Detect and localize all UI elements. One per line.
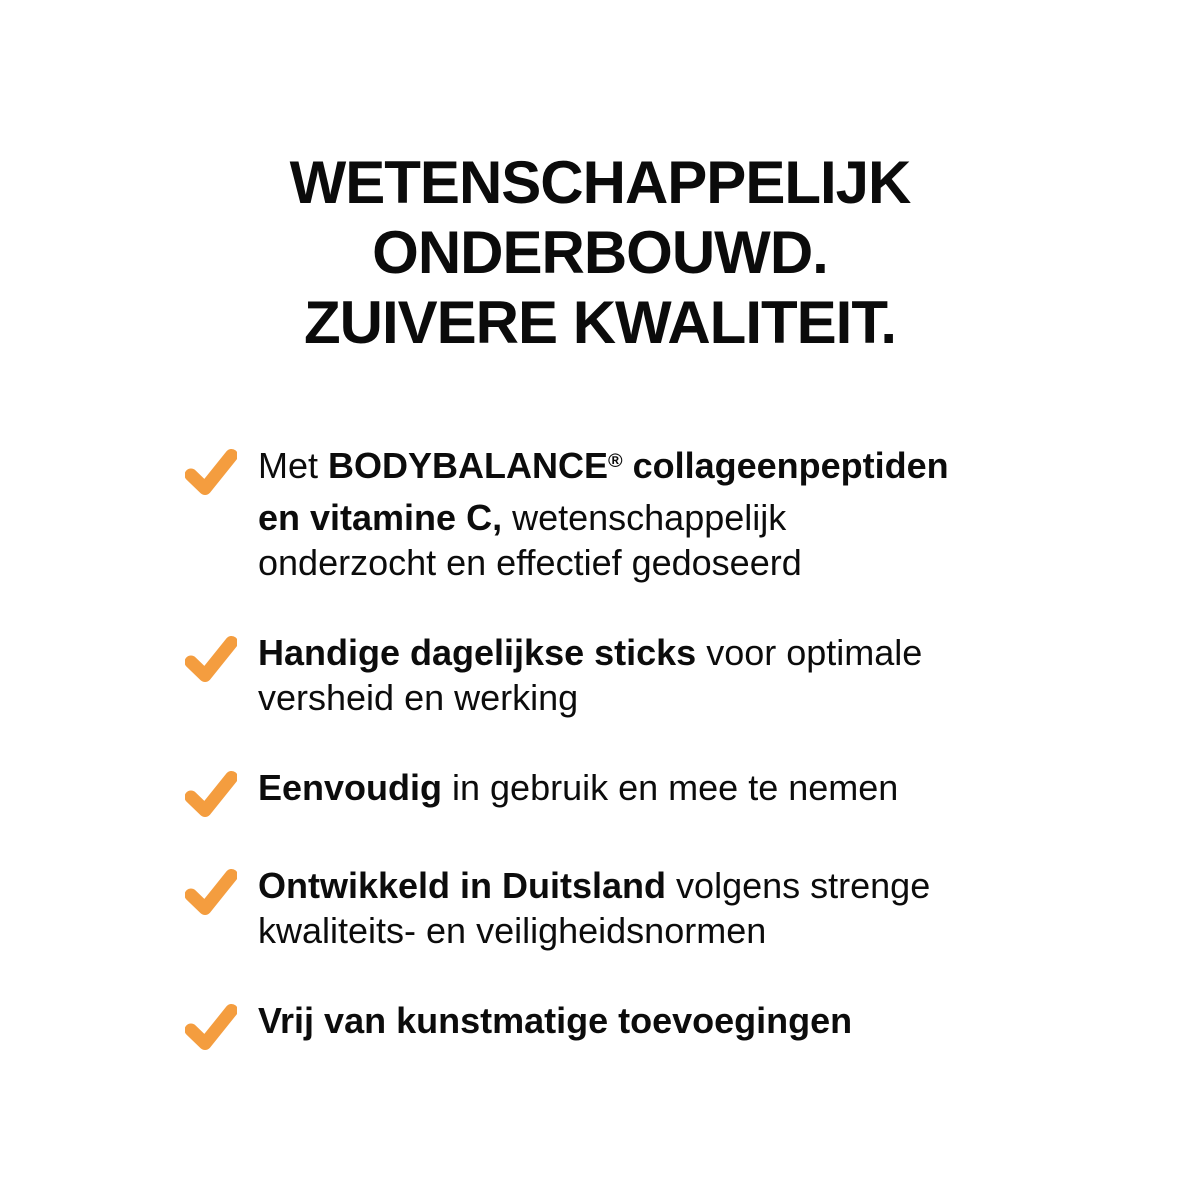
- benefit-text-segment: in gebruik en mee te nemen: [442, 767, 899, 808]
- benefit-text: [258, 863, 930, 953]
- benefit-text-line: [258, 630, 922, 675]
- benefit-text-line: [258, 495, 949, 540]
- benefit-text-segment: kwaliteits- en veiligheidsnormen: [258, 910, 767, 951]
- checkmark-icon: [185, 448, 237, 496]
- benefit-text-segment: versheid en werking: [258, 677, 579, 718]
- benefit-text-line: [258, 765, 898, 810]
- benefit-text-segment: Vrij van kunstmatige toevoegingen: [258, 1000, 853, 1041]
- page-title-line-2: ONDERBOUWD.: [372, 219, 828, 286]
- page-title-line-1: WETENSCHAPPELIJK: [289, 149, 911, 216]
- checkmark-icon: [185, 770, 237, 818]
- benefit-text-segment: Handige dagelijkse sticks: [258, 632, 697, 673]
- benefit-text-segment: volgens strenge: [666, 865, 931, 906]
- benefit-text-line: [258, 863, 930, 908]
- benefit-text-line: [258, 540, 949, 585]
- registered-trademark-symbol: ®: [608, 450, 623, 473]
- benefit-text-segment: Eenvoudig: [258, 767, 443, 808]
- benefit-text-line: [258, 443, 949, 495]
- benefit-text-segment: voor optimale: [696, 632, 923, 673]
- benefit-item: [185, 863, 1045, 953]
- benefit-item: [185, 998, 1045, 1051]
- benefit-text: [258, 443, 949, 585]
- benefit-text: [258, 765, 898, 810]
- benefit-text-segment: BODYBALANCE: [328, 445, 609, 486]
- checkmark-icon: [185, 635, 237, 683]
- benefit-list: [185, 443, 1045, 1051]
- page-title-line-3: ZUIVERE KWALITEIT.: [303, 289, 897, 356]
- benefit-text-segment: Met: [258, 445, 329, 486]
- checkmark-icon: [185, 868, 237, 916]
- benefit-text-segment: en vitamine C,: [258, 497, 503, 538]
- benefit-item: [185, 443, 1045, 585]
- page-title: [0, 148, 1200, 358]
- benefit-text-line: [258, 908, 930, 953]
- benefit-item: [185, 630, 1045, 720]
- benefit-text-line: [258, 675, 922, 720]
- benefit-item: [185, 765, 1045, 818]
- benefit-text-segment: collageenpeptiden: [622, 445, 949, 486]
- benefit-text-line: [258, 998, 852, 1043]
- benefit-text-segment: wetenschappelijk: [502, 497, 787, 538]
- benefit-text: [258, 998, 852, 1043]
- benefit-text: [258, 630, 922, 720]
- benefit-text-segment: onderzocht en effectief gedoseerd: [258, 542, 802, 583]
- benefit-text-segment: Ontwikkeld in Duitsland: [258, 865, 667, 906]
- checkmark-icon: [185, 1003, 237, 1051]
